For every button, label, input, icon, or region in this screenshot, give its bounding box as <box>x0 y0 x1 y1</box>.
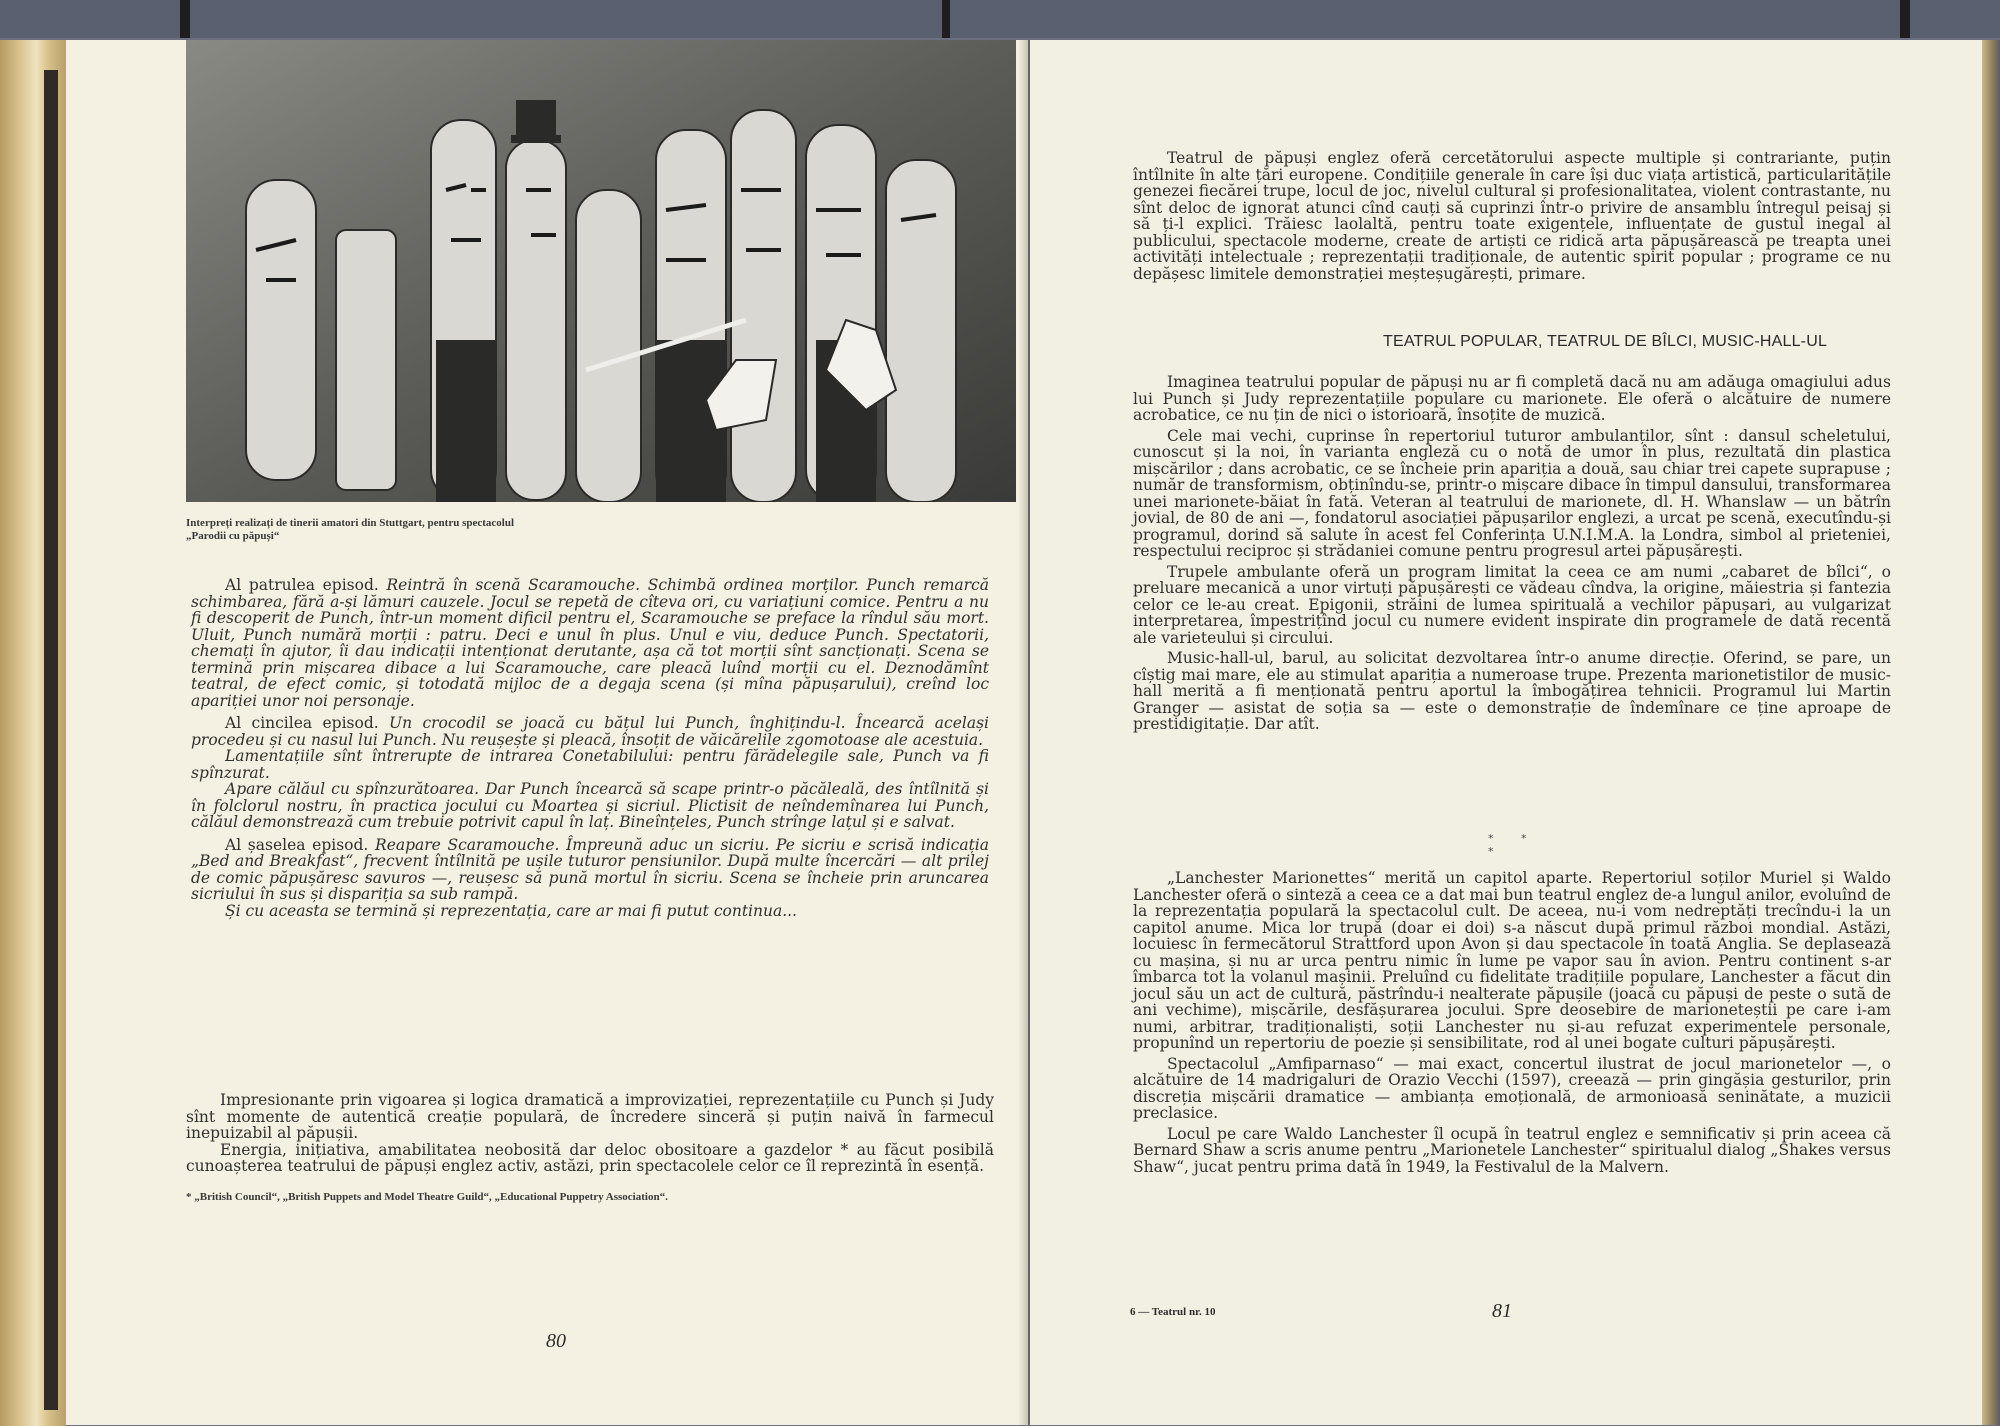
photo-caption <box>186 517 746 543</box>
paragraph-text: Teatrul de păpuși englez oferă cercetătorului aspecte multiple și contrariante, puțin întîlnite în alte țări europene. Condițiile generale în care își duc viața artistică, particularitățile genezei fiecărei trupe, locul de joc, nivelul cultural și profesionalitatea, violent contrastante, nu sînt deloc de ignorat atunci cînd cauți să cuprinzi într-o privire de ansamblu întregul peisaj și să ți-l explici. Trăiesc laolaltă, pentru toate exigențele, influențate de gustul inegal al publicului, spectacole moderne, create de artiști ce ridică arta păpușărească pe treapta unei activități intelectuale ; reprezentații tradiționale, de autentic spirit popular ; programe ce nu depășesc limitele demonstrației meșteșugărești, primare. <box>1133 149 1891 283</box>
caption-line: Interpreți realizați de tinerii amatori din Stuttgart, pentru spectacolul <box>186 517 515 529</box>
paragraph-text: Lamentațiile sînt întrerupte de intrarea Conetabilului: pentru fărădelegile sale, Punch va fi spînzurat. <box>191 747 989 782</box>
book-edge-right <box>1982 40 2000 1425</box>
section2-text <box>1133 870 1891 1175</box>
paragraph-text: Impresionante prin vigoarea și logica dramatică a improvizației, reprezentațiile cu Punch și Judy sînt momente de autentică creație populară, de încredere sinceră și puțin naivă în farmecul inepuizabil al păpușii. <box>186 1091 994 1142</box>
paragraph-text: Imaginea teatrului popular de păpuși nu ar fi completă dacă nu am adăuga omagiului adus lui Punch și Judy reprezentațiile populare cu marionete. Ele oferă o alcătuire de numere acrobatice, ce nu țin de nici o istorioară, însoțite de muzică. <box>1133 373 1891 424</box>
closing-text <box>186 1092 994 1175</box>
section1-text <box>1133 374 1891 733</box>
paragraph-text: Și cu aceasta se termină și reprezentația, care ar mai fi putut continua... <box>225 901 797 920</box>
paragraph-text: Spectacolul „Amfiparnaso“ — mai exact, concertul ilustrat de jocul marionetelor —, o alcătuire de 14 madrigaluri de Orazio Vecchi (1597), creează — prin gingășia gesturilor, prin discreția mișcării dramatice — ambianța emoțională, de armonioasă seninătate, a muzicii preclasice. <box>1133 1054 1891 1122</box>
paragraph-text: Trupele ambulante oferă un program limitat la ceea ce am numi „cabaret de bîlci“, o preluare mecanică a unor virtuți păpușărești ce vădeau cîndva, la origine, măiestria și fantezia celor ce le-au creat. Epigonii, străini de lumea spiritualǎ a vechilor păpușari, au vulgarizat interpretarea, împestrițînd jocul cu numere evident inspirate din programele de dată recentă ale varieteului și circului. <box>1133 562 1891 647</box>
page-number: 81 <box>1492 1300 1512 1322</box>
paragraph-text: Un crocodil se joacă cu bățul lui Punch, înghițindu-l. Încearcă același procedeu și cu nasul lui Punch. Nu reușește și pleacă, însoțit de văicărelile zgomotoase ale acestuia. <box>191 714 989 749</box>
paragraph-text: Energia, inițiativa, amabilitatea neobosită dar deloc obositoare a gazdelor * au făcut posibilă cunoașterea teatrului de păpuși englez activ, astăzi, prin spectacolele celor ce îl reprezintă în esență. <box>186 1140 994 1175</box>
page-number: 80 <box>546 1330 566 1352</box>
signature-mark: 6 — Teatrul nr. 10 <box>1130 1306 1216 1318</box>
section-separator: * * * <box>1488 832 1539 858</box>
paragraph-text: Apare călăul cu spînzurătoarea. Dar Punch încearcă să scape printr-o păcăleală, des întîlnită și în folclorul nostru, în practica jocului cu Moartea și sicriul. Plictisit de neîndemînarea lui Punch, călăul demonstrează cum trebuie potrivit capul în laț. Bineînțeles, Punch strînge lațul și e salvat. <box>191 780 989 831</box>
paragraph-text: „Lanchester Marionettes“ merită un capitol aparte. Repertoriul soților Muriel și Waldo Lanchester oferă o sinteză a ceea ce a dat mai bun teatrul englez de-a lungul anilor, evoluînd de la reprezentația populară la spectacolul cult. De aceea, nu-i vom nedreptăți trecîndu-i la un capitol anume. Mica lor trupă (doar ei doi) s-a născut după primul război mondial. Astăzi, locuiesc în fermecătorul Strattford upon Avon și dau spectacole în toată Anglia. Se deplasează cu mașina, și nu ar urca pentru nimic în lume pe vapor sau în avion. Pentru continent s-ar îmbarca tot la volanul mașinii. Preluînd cu fidelitate tradițiile populare, Lanchester a făcut din jocul său un act de cultură, păstrîndu-i nealterate păpușile (joacă cu păpuși de peste o sută de ani vechime), mișcările, desfășurarea jocului. Spre deosebire de marioneteștii pe care i-am numi, arbitrar, tradiționaliști, soții Lanchester nu și-au refuzat experimentele personale, propunînd un repertoriu de poezie și sensibilitate, rod al unei bogate culturi păpușărești. <box>1133 869 1891 1052</box>
section-heading: TEATRUL POPULAR, TEATRUL DE BÎLCI, MUSIC-HALL-UL <box>1383 333 1828 350</box>
puppet-photo <box>186 40 1016 502</box>
intro-text <box>1133 150 1891 282</box>
left-page <box>66 40 1028 1425</box>
top-mark <box>942 0 950 38</box>
caption-line: „Parodii cu păpuși“ <box>186 530 280 542</box>
paragraph-text: Reintră în scenă Scaramouche. Schimbă ordinea morților. Punch remarcă schimbarea, fără a-și lămuri cauzele. Jocul se repetă de cîteva ori, cu variațiuni comice. Pentru a nu fi descoperit de Punch, într-un moment dificil pentru el, Scaramouche se preface la rîndul său mort. Uluit, Punch numără morții : patru. Deci e unul în plus. Unul e viu, deduce Punch. Spectatorii, chemați în ajutor, îi dau indicații intenționat derutante, așa că tot morții sînt sancționați. Scena se termină prin mișcarea dibace a lui Scaramouche, care pleacă luînd morții cu el. Deznodămînt teatral, de efect comic, și totodată mijloc de a degaja scena (și mîna păpușarului), creînd loc apariției unor noi personaje. <box>191 576 989 710</box>
paragraph-lead: Al cincilea episod. <box>225 714 379 732</box>
paragraph-lead: Al patrulea episod. <box>225 576 379 594</box>
top-mark <box>1900 0 1910 38</box>
book-edge-left <box>0 40 66 1426</box>
paragraph-lead: Al șaselea episod. <box>225 835 369 854</box>
paragraph-text: Music-hall-ul, barul, au solicitat dezvoltarea într-o anume direcție. Oferind, se pare, un cîștig mai mare, ele au stimulat apariția a numeroase trupe. Prezenta marionetistilor de music-hall merită a fi menționată pentru aportul la îmbogățirea tehnicii. Programul lui Martin Granger — asistat de soția sa — este o demonstrație de îndemînare ce ține aproape de prestidigitație. Dar atît. <box>1133 649 1891 733</box>
paragraph-text: Cele mai vechi, cuprinse în repertoriul tuturor ambulanților, sînt : dansul scheletului, cunoscut și la noi, în varianta engleză cu o notă de umor în plus, rezultată din plastica mișcărilor ; dans acrobatic, ce se încheie prin apariția a două, sau chiar trei capete suprapuse ; număr de transformism, obținîndu-se, printr-o mișcare dibace în timpul dansului, transformarea unei marionete-băiat în fată. Veteran al teatrului de marionete, dl. H. Whanslaw — un bătrîn jovial, de 80 de ani —, fondatorul asociației păpușarilor englezi, a urcat pe scenă, executîndu-și programul, dorind să salute în acest fel Conferința U.N.I.M.A. la Londra, simbol al prieteniei, respectului reciproc și strădaniei comune pentru progresul artei păpușărești. <box>1133 426 1891 560</box>
top-mark <box>180 0 190 38</box>
footnote: * „British Council“, „British Puppets and Model Theatre Guild“, „Educational Puppetry Association“. <box>186 1191 668 1203</box>
paragraph-text: Reapare Scaramouche. Împreună aduc un sicriu. Pe sicriu e scrisă indicația „Bed and Breakfast“, frecvent întîlnită pe ușile tuturor pensiunilor. După multe încercări — alt prilej de comic păpușăresc savuros —, reușesc să pună mortul în sicriu. Scena se încheie prin aruncarea sicriului în sus și dispariția sa sub rampă. <box>191 835 989 903</box>
episodes-text <box>191 577 989 919</box>
paragraph-text: Locul pe care Waldo Lanchester îl ocupă în teatrul englez e semnificativ și prin aceea că Bernard Shaw a scris anume pentru „Marionetele Lanchester“ spiritualul dialog „Shakes versus Shaw“, jucat pentru prima dată în 1949, la Festivalul de la Malvern. <box>1133 1124 1891 1176</box>
